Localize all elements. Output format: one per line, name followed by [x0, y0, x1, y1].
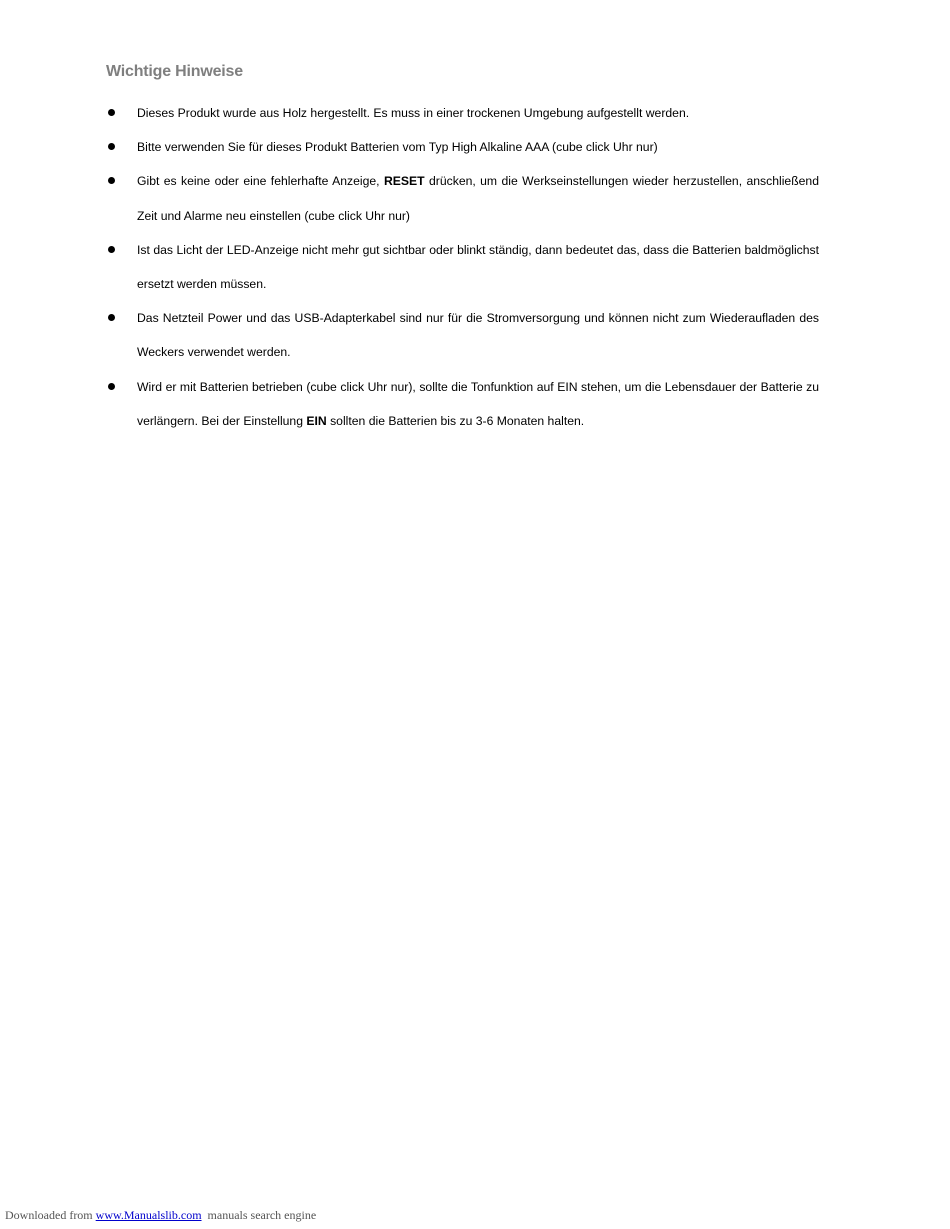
footer — [5, 1208, 316, 1223]
bullet-icon — [108, 109, 115, 116]
list-item — [106, 233, 819, 301]
bullet-icon — [108, 383, 115, 390]
list-item — [106, 164, 819, 232]
manualslib-link[interactable]: www.Manualslib.com — [95, 1208, 202, 1222]
note-text-after: sollten die Batterien bis zu 3-6 Monaten halten. — [326, 413, 585, 428]
list-item — [106, 370, 819, 438]
list-item — [106, 130, 819, 164]
ein-keyword: EIN — [306, 413, 327, 428]
notes-list — [106, 96, 819, 438]
note-text: Ist das Licht der LED-Anzeige nicht mehr gut sichtbar oder blinkt ständig, dann bedeutet das, dass die Batterien baldmöglichst ersetzt werden müssen. — [137, 242, 819, 292]
note-text-before: Wird er mit Batterien betrieben (cube click Uhr nur), sollte die Tonfunktion auf EIN stehen, um die Lebensdauer der Batterie zu verlängern. Bei der Einstellung — [137, 379, 819, 428]
reset-keyword: RESET — [383, 174, 425, 189]
note-text-after: drücken, um die Werkseinstellungen wieder herzustellen, anschließend Zeit und Alarme neu einstellen (cube click Uhr nur) — [137, 174, 819, 223]
list-item — [106, 301, 819, 369]
footer-prefix: Downloaded from — [5, 1208, 96, 1222]
note-text: Das Netzteil Power und das USB-Adapterkabel sind nur für die Stromversorgung und können nicht zum Wiederaufladen des Weckers verwendet werden. — [137, 311, 819, 360]
bullet-icon — [108, 143, 115, 150]
note-text: Dieses Produkt wurde aus Holz hergestellt. Es muss in einer trockenen Umgebung aufgestellt werden. — [137, 106, 690, 120]
note-text-before: Gibt es keine oder eine fehlerhafte Anzeige, — [137, 174, 384, 189]
page-title: Wichtige Hinweise — [106, 63, 243, 80]
footer-suffix: manuals search engine — [201, 1208, 317, 1222]
bullet-icon — [108, 177, 115, 184]
list-item — [106, 96, 819, 130]
bullet-icon — [108, 246, 115, 253]
note-text: Bitte verwenden Sie für dieses Produkt Batterien vom Typ High Alkaline AAA (cube click Uhr nur) — [137, 140, 658, 155]
bullet-icon — [108, 314, 115, 321]
